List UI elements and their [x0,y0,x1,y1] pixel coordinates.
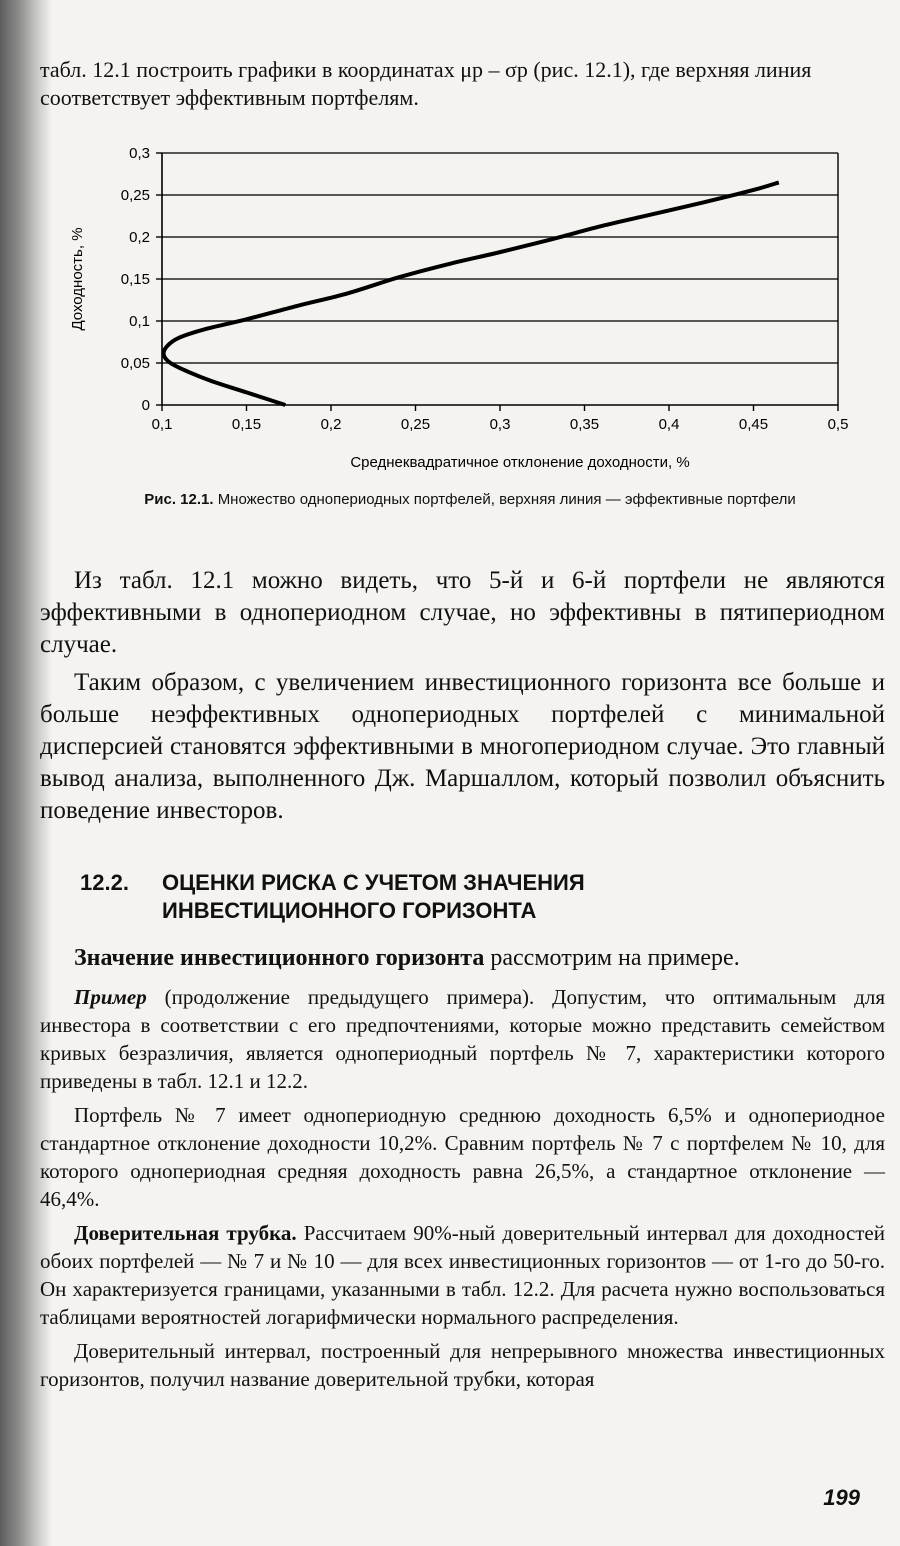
paragraph-1: Из табл. 12.1 можно видеть, что 5-й и 6-й портфели не являются эффективными в однопериодном случае, но эффективны в пятипериодном случае. [40,567,885,658]
section-heading [80,869,885,925]
paragraph-4 [40,983,885,1095]
intro-paragraph: табл. 12.1 построить графики в координатах μp – σp (рис. 12.1), где верхняя линия соответствует эффективным портфелям. [40,57,812,110]
section-title-line1: ОЦЕНКИ РИСКА С УЧЕТОМ ЗНАЧЕНИЯ [162,870,585,895]
x-tick-label: 0,5 [827,416,849,433]
section-number: 12.2. [80,870,129,895]
y-tick-label: 0 [141,397,150,414]
paragraph-2: Таким образом, с увеличением инвестиционного горизонта все больше и больше неэффективных однопериодных портфелей с минимальной дисперсией становятся эффективными в многопериодном случае. Это главный вывод анализа, выполненного Дж. Маршаллом, который позволил объяснить поведение инвесторов. [40,669,885,824]
paragraph-4-italic: Пример [74,985,147,1009]
paragraph-3 [40,943,885,973]
paragraph-6 [40,1219,885,1331]
x-tick-label: 0,15 [231,416,262,433]
efficient-frontier-chart [60,135,860,480]
x-tick-label: 0,35 [569,416,600,433]
y-tick-label: 0,05 [120,355,150,372]
x-tick-label: 0,1 [151,416,173,433]
intro-text [40,56,880,112]
chart-grid [162,153,838,363]
figure-caption [60,490,880,509]
page-number: 199 [823,1485,860,1510]
section-title-line2: ИНВЕСТИЦИОННОГО ГОРИЗОНТА [162,898,537,923]
y-tick-label: 0,1 [129,313,150,330]
y-tick-label: 0,2 [129,229,150,246]
x-tick-label: 0,4 [658,416,680,433]
y-tick-label: 0,3 [129,145,150,162]
paragraph-6-bold: Доверительная трубка. [74,1221,297,1245]
x-tick-label: 0,3 [489,416,511,433]
paragraph-6-rest: Рассчитаем 90%-ный доверительный интервал для доходностей обоих портфелей — № 7 и № 10 — для всех инвестиционных горизонтов — от 1-го до 50-го. Он характеризуется границами, указанными в табл. 12.2. Для расчета нужно воспользоваться таблицами вероятностей логарифмически нормального распределения. [40,1221,885,1329]
paragraph-5: Портфель № 7 имеет однопериодную среднюю доходность 6,5% и однопериодное стандартное отклонение доходности 10,2%. Сравним портфель № 7 с портфелем № 10, для которого однопериодная средняя доходность равна 26,5%, а стандартное отклонение — 46,4%. [40,1103,885,1211]
paragraph-4-rest: (продолжение предыдущего примера). Допустим, что оптимальным для инвестора в соответствии с его предпочтениями, которые можно представить семейством кривых безразличия, является однопериодный портфель № 7, характеристики которого приведены в табл. 12.1 и 12.2. [40,985,885,1093]
x-tick-label: 0,45 [738,416,769,433]
figure-caption-label: Рис. 12.1. [144,491,214,508]
chart-ticks [121,145,849,433]
paragraph-3-rest: рассмотрим на примере. [484,945,740,971]
paragraph-7: Доверительный интервал, построенный для непрерывного множества инвестиционных горизонтов, получил название доверительной трубки, которая [40,1339,885,1391]
main-text [40,565,885,1399]
figure-caption-text: Множество однопериодных портфелей, верхняя линия — эффективные портфели [217,491,796,508]
paragraph-3-bold: Значение инвестиционного горизонта [74,945,485,971]
x-tick-label: 0,2 [320,416,342,433]
y-tick-label: 0,25 [120,187,150,204]
x-axis-label: Среднеквадратичное отклонение доходности, % [350,454,690,471]
y-tick-label: 0,15 [120,271,150,288]
y-axis-label: Доходность, % [69,227,86,331]
x-tick-label: 0,25 [400,416,431,433]
frontier-curve [164,182,779,405]
